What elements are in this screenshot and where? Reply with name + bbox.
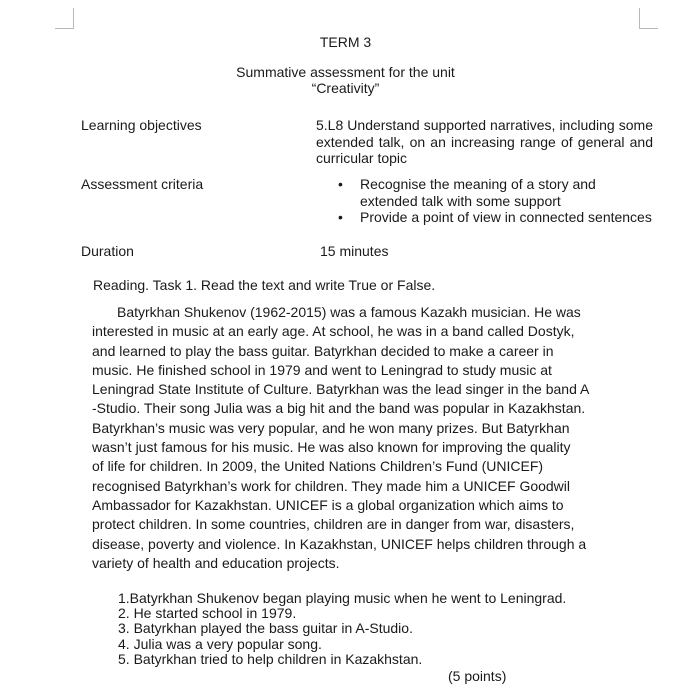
question-item: 4. Julia was a very popular song. (118, 635, 322, 652)
text-line: -Studio. Their song Julia was a big hit and the band was popular in Kazakhstan. (92, 400, 586, 417)
criteria-item-text: Recognise the meaning of a story and extended talk with some support (360, 176, 596, 209)
term-heading: TERM 3 (319, 34, 372, 50)
criteria-item (316, 176, 676, 209)
text-line: protect children. In some countries, children are in danger from war, disasters, (92, 516, 575, 533)
text-line: music. He finished school in 1979 and went to Leningrad to study music at (92, 361, 552, 378)
text-line: variety of health and education projects. (92, 554, 340, 571)
text-line: interested in music at an early age. At school, he was in a band called Dostyk, (92, 323, 575, 340)
text-line: of life for children. In 2009, the United Nations Children’s Fund (UNICEF) (92, 458, 544, 475)
assessment-title (0, 64, 691, 96)
assessment-criteria-list (316, 176, 676, 226)
bullet-icon: • (338, 209, 343, 225)
true-false-questions (118, 591, 566, 667)
question-item: 5. Batyrkhan tried to help children in Kazakhstan. (118, 650, 423, 667)
text-line: wasn’t just famous for his music. He was also known for improving the quality (92, 439, 571, 456)
page-corner-mark-right (639, 8, 658, 29)
duration-label: Duration (81, 243, 134, 259)
bullet-icon: • (338, 176, 343, 192)
text-line: Batyrkhan Shukenov (1962-2015) was a famous Kazakh musician. He was (117, 304, 581, 320)
learning-objectives-label: Learning objectives (81, 117, 202, 133)
question-item: 3. Batyrkhan played the bass guitar in A-Studio. (118, 620, 413, 637)
text-line: Leningrad State Institute of Culture. Batyrkhan was the lead singer in the band A (92, 381, 590, 398)
reading-text (92, 303, 612, 573)
assessment-criteria-label: Assessment criteria (81, 176, 204, 192)
criteria-item (316, 209, 676, 226)
text-line: recognised Batyrkhan’s work for children. They made him a UNICEF Goodwil (92, 477, 571, 494)
text-line: Ambassador for Kazakhstan. UNICEF is a global organization which aims to (92, 496, 564, 513)
assessment-title-line2: “Creativity” (311, 80, 380, 96)
text-line: Batyrkhan’s music was very popular, and he won many prizes. But Batyrkhan (92, 419, 570, 436)
assessment-title-line1: Summative assessment for the unit (236, 64, 455, 80)
question-item: 2. He started school in 1979. (118, 605, 297, 622)
duration-value: 15 minutes (320, 243, 389, 259)
page-corner-mark-left (55, 8, 74, 29)
criteria-item-text: Provide a point of view in connected sentences (360, 209, 652, 225)
task-title: Reading. Task 1. Read the text and write True or False. (93, 277, 436, 293)
text-line: disease, poverty and violence. In Kazakhstan, UNICEF helps children through a (92, 535, 587, 552)
question-item: 1.Batyrkhan Shukenov began playing music when he went to Leningrad. (118, 590, 567, 606)
points-label: (5 points) (448, 668, 507, 684)
text-line: and learned to play the bass guitar. Batyrkhan decided to make a career in (92, 342, 554, 359)
learning-objectives-text: 5.L8 Understand supported narratives, including some extended talk, on an increasing range of general and curricular topic (316, 117, 653, 166)
